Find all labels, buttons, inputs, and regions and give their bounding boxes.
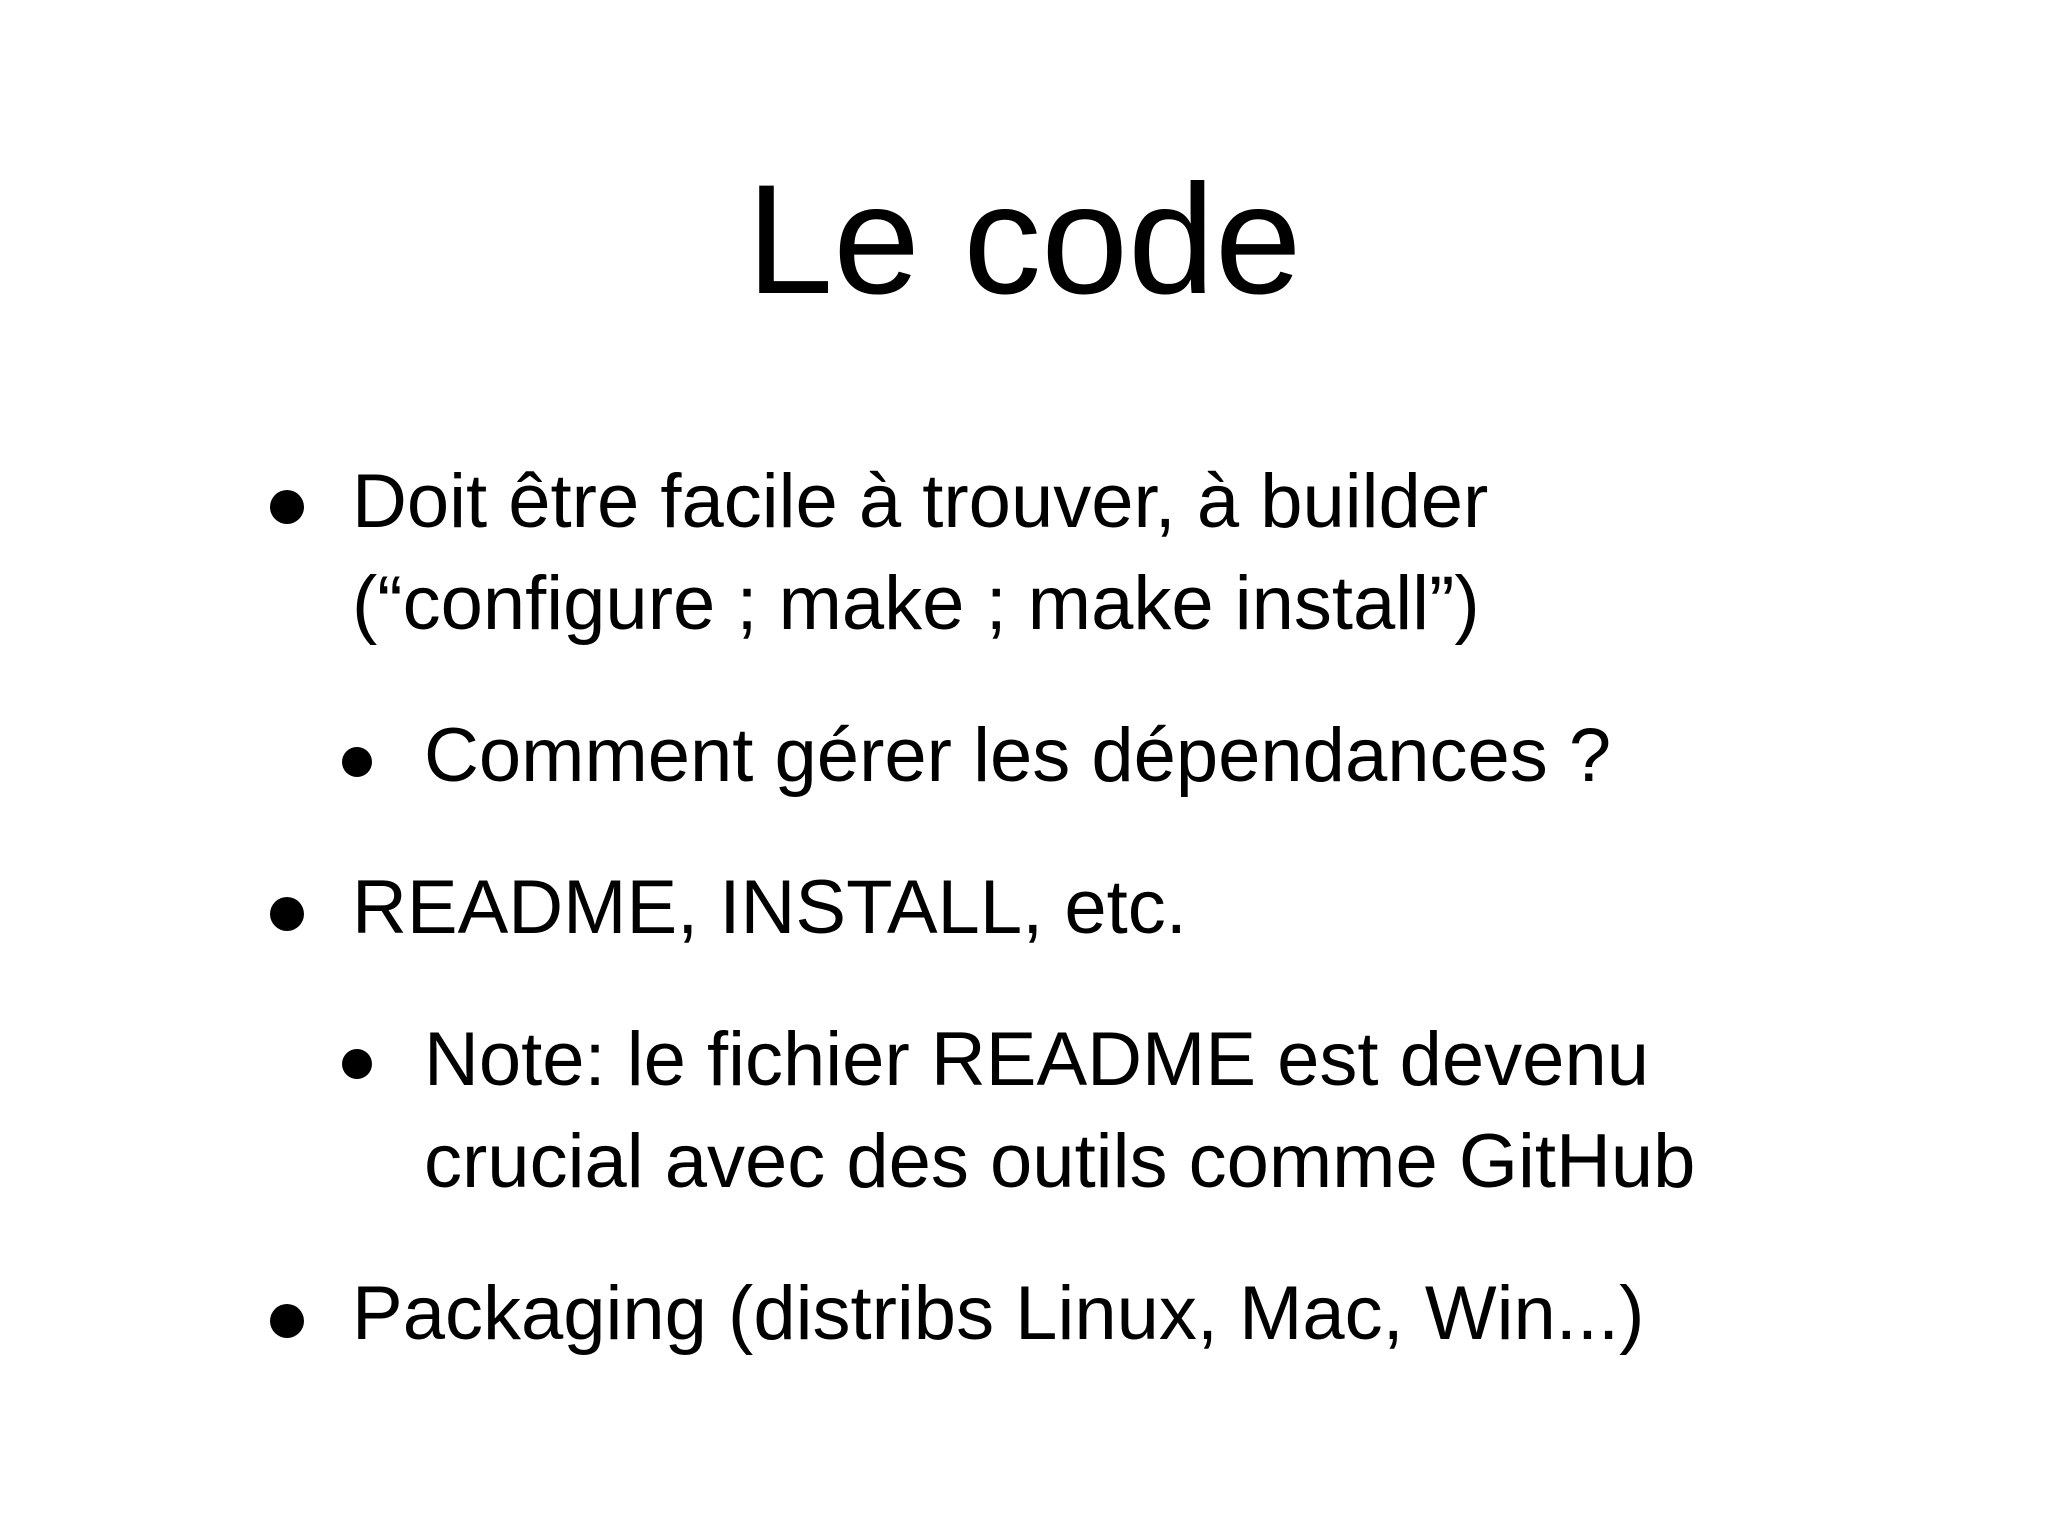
bullet-text: README, INSTALL, etc. bbox=[352, 865, 1187, 950]
sub-bullet-text: Comment gérer les dépendances ? bbox=[424, 713, 1612, 798]
bullet-dot bbox=[270, 490, 304, 524]
bullet-text: Doit être facile à trouver, à builder bbox=[352, 459, 1489, 544]
sub-bullet-text: crucial avec des outils comme GitHub bbox=[424, 1119, 1696, 1204]
bullet-text: Packaging (distribs Linux, Mac, Win...) bbox=[352, 1271, 1645, 1356]
bullet-dot bbox=[270, 897, 304, 931]
sub-bullet-dot bbox=[342, 747, 372, 777]
sub-bullet-text: Note: le fichier README est devenu bbox=[424, 1017, 1649, 1102]
slide-title: Le code bbox=[746, 153, 1302, 327]
sub-bullet-dot bbox=[342, 1049, 372, 1079]
bullet-text: (“configure ; make ; make install”) bbox=[352, 561, 1480, 646]
bullet-dot bbox=[270, 1304, 304, 1338]
